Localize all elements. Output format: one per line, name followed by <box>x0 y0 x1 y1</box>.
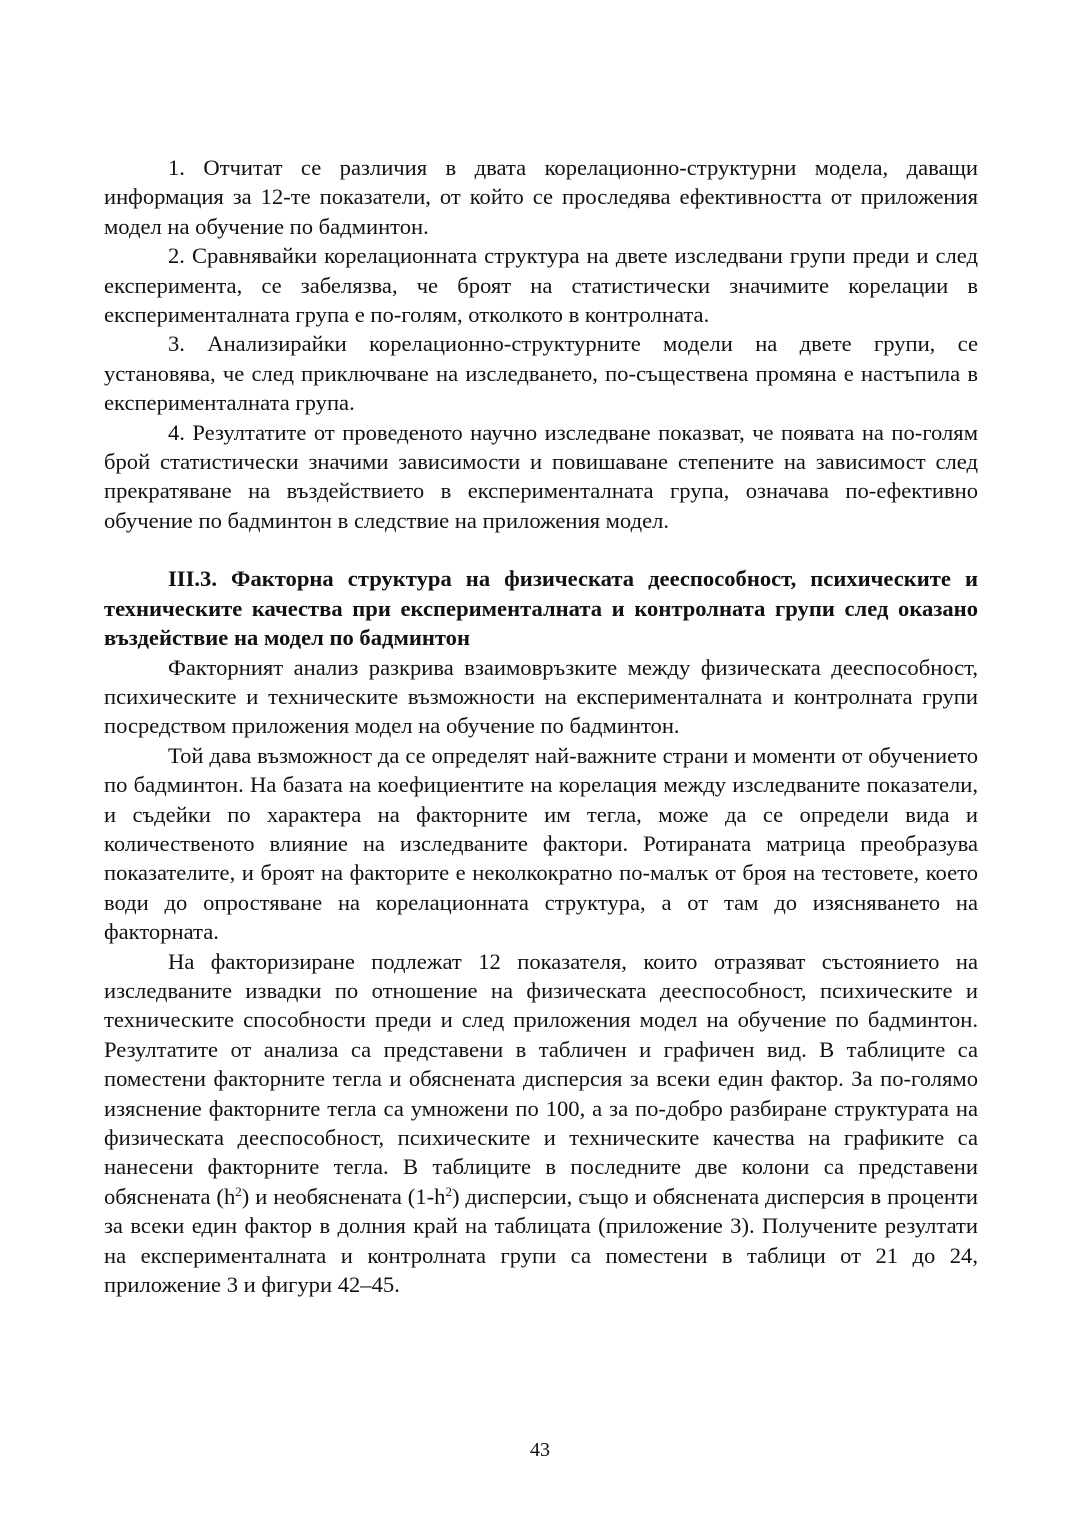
paragraph-text-part-2: ) и необяснената (1-h <box>241 1183 446 1209</box>
section-paragraph-3 <box>104 947 978 1300</box>
conclusion-1: 1. Отчитат се различия в двата корелационно-структурни модела, даващи информация за 12-те показатели, от който се проследява ефективността от приложения модел на обучение по бадминтон. <box>104 155 978 239</box>
conclusion-2: 2. Сравнявайки корелационната структура на двете изследвани групи преди и след експеримента, се забелязва, че броят на статистически значимите корелации в експерименталната група е по-голям, отколкото в контролната. <box>104 243 978 328</box>
section-heading: III.3. Факторна структура на физическата дееспособност, психическите и техническите качества при експерименталната и контролната групи след оказано въздействие на модел по бадминтон <box>104 566 978 651</box>
page-body <box>104 153 978 1299</box>
superscript-2: 2 <box>235 1183 242 1199</box>
conclusion-3: 3. Анализирайки корелационно-структурните модели на двете групи, се установява, че след приключване на изследването, по-съществена промяна е настъпила в експерименталната група. <box>104 331 978 416</box>
paragraph-text-part-1: На факторизиране подлежат 12 показателя, които отразяват състоянието на изследваните извадки по отношение на физическата дееспособност, психическите и техническите способности преди и след приложения модел на обучение по бадминтон. Резултатите от анализа са представени в табличен и графичен вид. В таблиците са поместени факторните тегла и обяснената дисперсия за всеки един фактор. За по-голямо изяснение факторните тегла са умножени по 100, а за по-добро разбиране структурата на физическата дееспособност, психическите и техническите качества на графиките са нанесени факторните тегла. В таблиците в последните две колони са представени обяснената (h <box>104 948 978 1209</box>
paragraph-text-part-3: ) дисперсии, също и обяснената дисперсия в проценти за всеки един фактор в долния край на таблицата (приложение 3). Получените резултати на експерименталната и контролната групи са поместени в таблици от 21 до 24, приложение 3 и фигури 42–45. <box>104 1183 978 1298</box>
conclusion-4: 4. Резултатите от проведеното научно изследване показват, че появата на по-голям брой статистически значими зависимости и повишаване степените на зависимост след прекратяване на въздействието в експерименталната група, означава по-ефективно обучение по бадминтон в следствие на приложения модел. <box>104 419 978 533</box>
section-paragraph-1: Факторният анализ разкрива взаимовръзките между физическата дееспособност, психическите и техническите възможности на експерименталната и контролната групи посредством приложения модел на обучение по бадминтон. <box>104 654 978 739</box>
superscript-2b: 2 <box>445 1183 452 1199</box>
section-paragraph-2: Той дава възможност да се определят най-важните страни и моменти от обучението по бадминтон. На базата на коефициентите на корелация между изследваните показатели, и съдейки по характера на факторните им тегла, може да се определи вида и количественото влияние на изследваните фактори. Ротираната матрица преобразува показателите, и броят на факторите е неколкократно по-малък от броя на тестовете, което води до опростяване на корелационната структура, а от там до изясняването на факторната. <box>104 742 978 945</box>
page-number: 43 <box>530 1439 550 1461</box>
